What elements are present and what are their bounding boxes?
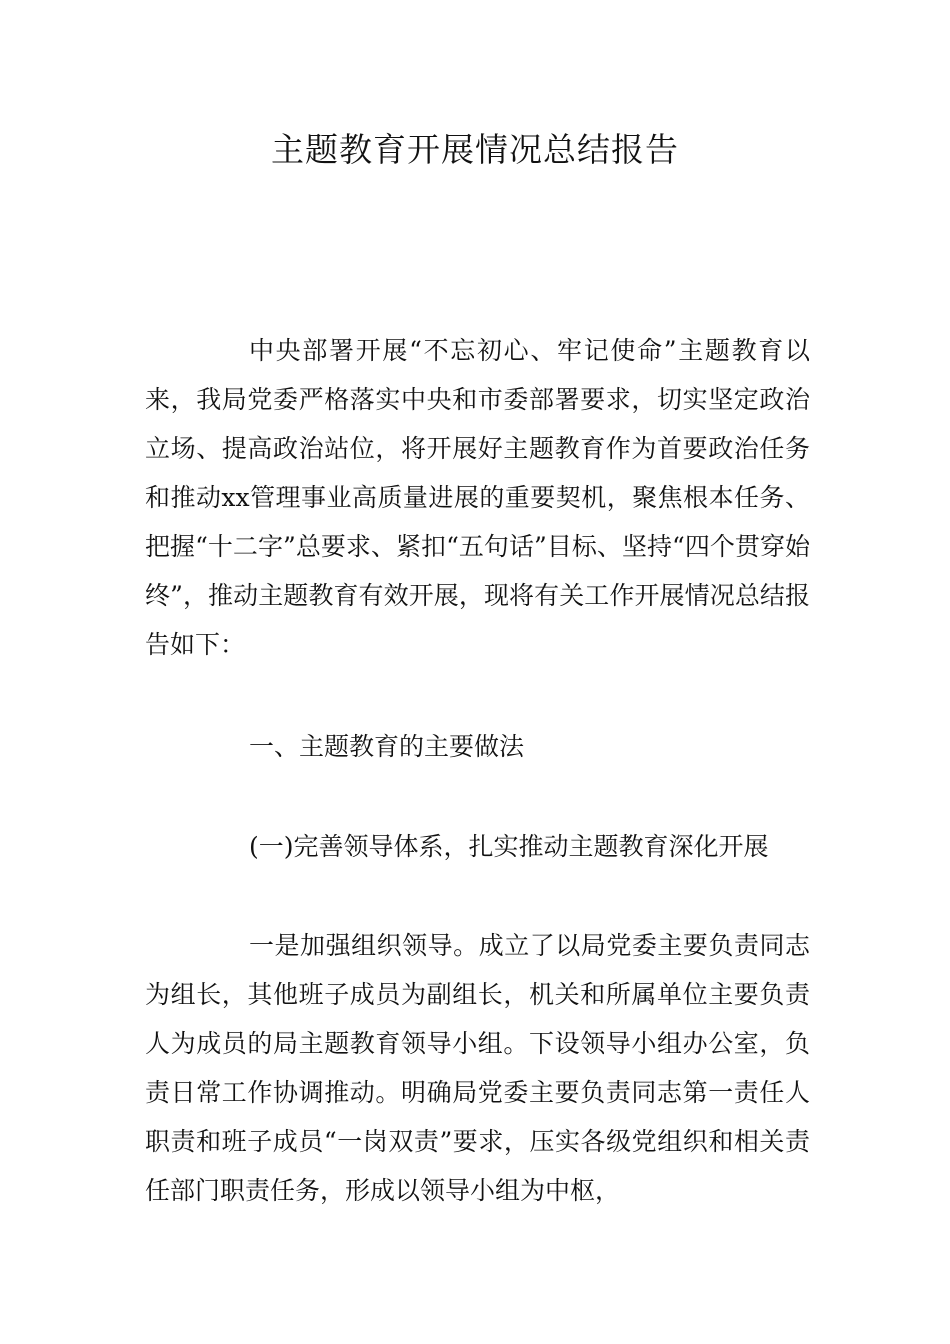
intro-paragraph: 中央部署开展“不忘初心、牢记使命”主题教育以来，我局党委严格落实中央和市委部署要求，切实坚定政治立场、提高政治站位，将开展好主题教育作为首要政治任务和推动xx管理事业高质量进展的重要契机，聚焦根本任务、把握“十二字”总要求、紧扣“五句话”目标、坚持“四个贯穿始终”，推动主题教育有效开展，现将有关工作开展情况总结报告如下： — [145, 336, 810, 659]
subsection-heading: (一)完善领导体系，扎实推动主题教育深化开展 — [249, 832, 769, 861]
section-heading: 一、主题教育的主要做法 — [249, 732, 525, 761]
document-title: 主题教育开展情况总结报告 — [271, 130, 679, 169]
body-paragraph: 一是加强组织领导。成立了以局党委主要负责同志为组长，其他班子成员为副组长，机关和所属单位主要负责人为成员的局主题教育领导小组。下设领导小组办公室，负责日常工作协调推动。明确局党委主要负责同志第一责任人职责和班子成员“一岗双责”要求，压实各级党组织和相关责任部门职责任务，形成以领导小组为中枢， — [145, 931, 810, 1205]
